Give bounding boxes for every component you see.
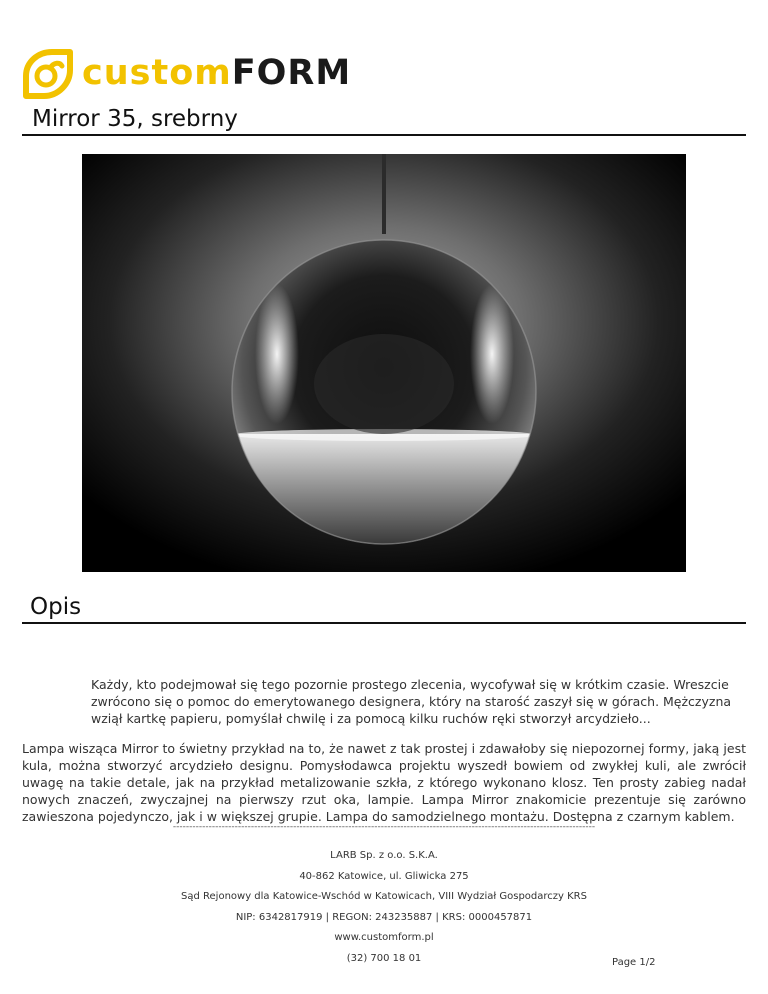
- footer-address: 40-862 Katowice, ul. Gliwicka 275: [299, 870, 469, 882]
- footer-ids: NIP: 6342817919 | REGON: 243235887 | KRS: 0000457871: [235, 911, 533, 923]
- footer-website[interactable]: www.customform.pl: [334, 932, 434, 944]
- description-body: Lampa wisząca Mirror to świetny przykład na to, że nawet z tak prostej i zdawałoby się niepozornej formy, jaką jest kula, można stworzyć arcydzieło designu. Pomysłodawca projektu wyszedł bowiem od zwykłej kuli, ale zwrócił uwagę na takie detale, jak na przykład metalizowanie szkła, z którego wykonano klosz. Ten prosty zabieg nadał nowych znaczeń, zwyczajnej na pierwszy rzut oka, lampie. Lampa Mirror znakomicie prezentuje się zarówno zawieszona pojedynczo, jak i w większej grupie. Lampa do samodzielnego montażu. Dostępna z czarnym kablem.: [22, 741, 746, 824]
- logo-wordmark-part1: custom: [82, 53, 232, 93]
- logo-wordmark: [82, 48, 351, 98]
- product-title: Mirror 35, srebrny: [22, 104, 746, 136]
- logo-mark-icon: [20, 46, 76, 102]
- product-photo: [82, 154, 686, 572]
- company-footer: [0, 846, 768, 970]
- description-heading: Opis: [22, 592, 746, 624]
- lamp-illustration: [82, 154, 686, 572]
- description-intro: Każdy, kto podejmował się tego pozornie prostego zlecenia, wycofywał się w krótkim czasie. Wreszcie zwrócono się o pomoc do emerytowanego designera, który na starość zaszył się w górach. Mężczyzna wziął kartkę papieru, pomyślał chwilę i za pomocą kilku ruchów ręki stworzył arcydzieło...: [91, 677, 732, 726]
- footer-divider: ----------------------------------------------------------------------------------------------------------------------------------: [172, 822, 596, 832]
- footer-phone: (32) 700 18 01: [346, 952, 422, 964]
- logo-wordmark-part2: FORM: [231, 53, 352, 93]
- brand-logo: [20, 46, 352, 102]
- footer-company: LARB Sp. z o.o. S.K.A.: [330, 850, 438, 861]
- page-number: Page 1/2: [612, 957, 656, 968]
- footer-court: Sąd Rejonowy dla Katowice-Wschód w Katowicach, VIII Wydział Gospodarczy KRS: [181, 891, 587, 903]
